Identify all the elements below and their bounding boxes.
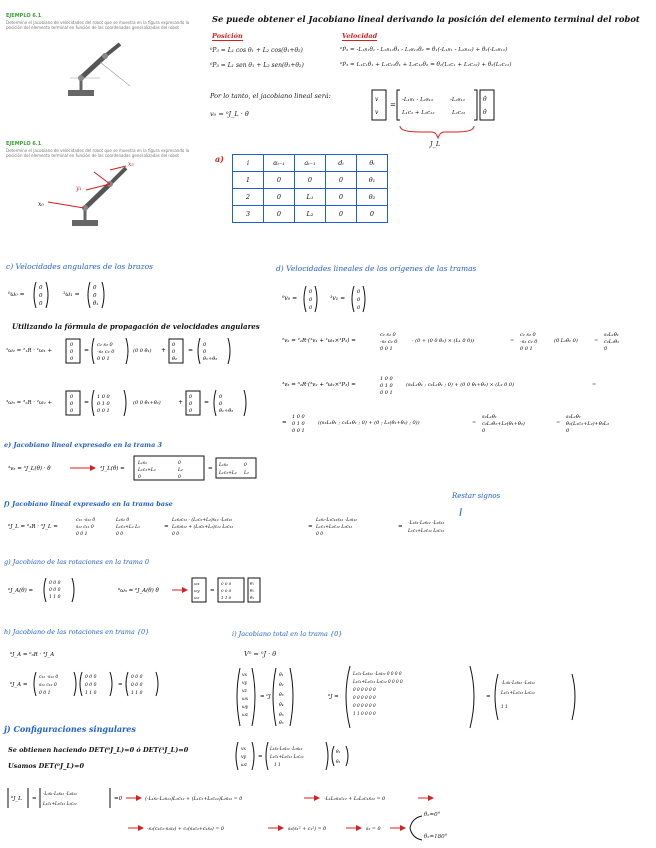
svg-text:0: 0: [219, 401, 223, 407]
svg-text:=: =: [188, 347, 194, 354]
dh-cell: 3: [233, 206, 264, 223]
dh-cell: 0: [264, 172, 295, 189]
svg-text:=: =: [118, 682, 123, 688]
total-jacobian-equation: [232, 664, 652, 734]
svg-text:θ̇₂: θ̇₂: [172, 356, 178, 362]
svg-text:L₁c₂+L₂ L₂: L₁c₂+L₂ L₂: [116, 525, 140, 530]
section-i-formula: V⁰ = ⁰J · θ̇: [244, 650, 277, 658]
svg-text:³v₃ = ³J_L(θ) · θ̇: ³v₃ = ³J_L(θ) · θ̇: [8, 466, 51, 472]
svg-text:0: 0: [357, 305, 361, 311]
svg-text:vz: vz: [242, 689, 247, 694]
position-label: Posición: [212, 32, 243, 40]
svg-text:L₂: L₂: [178, 468, 183, 473]
svg-text:-s₂ c₂ 0: -s₂ c₂ 0: [520, 339, 538, 345]
example-desc-2: Determine el jacobiano de velocidades del robot que se muestra en la figura expresando la posición del elemento terminal en función de las coordenadas generalizadas del robot: [6, 148, 190, 158]
svg-text:0 0 0: 0 0 0: [221, 581, 232, 586]
svg-text:=: =: [210, 588, 215, 594]
svg-text:vx: vx: [242, 673, 248, 678]
svg-text:0: 0: [172, 349, 176, 355]
dh-cell: 0: [264, 206, 295, 223]
svg-text:1 1 0: 1 1 0: [221, 595, 232, 600]
linear-velocities-equations: [282, 282, 652, 452]
svg-text:1 1: 1 1: [274, 762, 281, 767]
svg-text:θ̇₁: θ̇₁: [93, 301, 99, 307]
svg-text:0: 0: [219, 394, 223, 400]
section-j-line2: Usamos DET(⁰J_L)=0: [8, 762, 84, 770]
svg-text:-s₂ c₂ 0: -s₂ c₂ 0: [380, 339, 398, 345]
svg-text:c₂L₁θ̇₁+L₂(θ̇₁+θ̇₂): c₂L₁θ̇₁+L₂(θ̇₁+θ̇₂): [482, 421, 525, 427]
svg-text:θ̇₂: θ̇₂: [250, 588, 255, 593]
svg-text:0: 0: [203, 342, 207, 348]
rotation-jacobian-frame0: [10, 640, 220, 710]
svg-text:L₁s₂: L₁s₂: [138, 461, 147, 466]
example-title-1: EJEMPLO 6.1: [6, 13, 42, 19]
svg-text:(0 L₁θ̇₁ 0): (0 L₁θ̇₁ 0): [554, 338, 578, 344]
svg-text:L₁s₁-L₂s₁₂ -L₂s₁₂: L₁s₁-L₂s₁₂ -L₂s₁₂: [270, 746, 303, 751]
dh-cell: 0: [326, 172, 357, 189]
example-desc-1: Determine el jacobiano de velocidades del robot que se muestra en la figura expresando la posición del elemento terminal en función de las coordenadas generalizadas del robot: [6, 20, 190, 30]
svg-text:0 0 0: 0 0 0: [85, 683, 97, 688]
svg-text:ωz: ωz: [241, 763, 248, 768]
svg-text:L₁c₁ + L₂c₁₂: L₁c₁ + L₂c₁₂: [402, 110, 435, 116]
angular-velocities-base: [8, 278, 118, 314]
intro-heading: Se puede obtener el Jacobiano lineal derivando la posición del elemento terminal del robot: [212, 14, 640, 24]
svg-text:s₂(s₁² + c₁²) = 0: s₂(s₁² + c₁²) = 0: [288, 827, 327, 832]
jacobian-base-equation: [8, 508, 528, 548]
svg-text:0: 0: [309, 305, 313, 311]
svg-text:θ̇₂: θ̇₂: [336, 759, 341, 764]
svg-text:=0: =0: [114, 796, 123, 802]
dh-cell: 0: [264, 189, 295, 206]
svg-text:=: =: [398, 524, 403, 530]
dh-cell: L₁: [295, 189, 326, 206]
dh-cell: 0: [357, 206, 388, 223]
svg-text:L₁s₁-L₁c₁₂s₁₂ -L₂s₁₂: L₁s₁-L₁c₁₂s₁₂ -L₂s₁₂: [316, 518, 357, 523]
svg-text:¹ω₁ =: ¹ω₁ =: [63, 291, 80, 298]
svg-text:=: =: [390, 101, 396, 109]
svg-text:=: =: [592, 382, 597, 388]
dh-cell: 0: [326, 189, 357, 206]
svg-text:0 0 0 0 0 0: 0 0 0 0 0 0: [353, 703, 376, 708]
svg-text:0: 0: [357, 297, 361, 303]
svg-text:θ̇₄: θ̇₄: [279, 703, 284, 708]
svg-text:0: 0: [244, 463, 247, 468]
svg-text:⁰J_A = ⁰₃R · ³J_A: ⁰J_A = ⁰₃R · ³J_A: [10, 652, 55, 658]
svg-text:θ̇₅: θ̇₅: [279, 713, 284, 718]
svg-text:L₁c₁+L₂c₁₂ L₂c₁₂: L₁c₁+L₂c₁₂ L₂c₁₂: [501, 690, 535, 695]
dh-cell: θ₁: [357, 172, 388, 189]
section-c-subtitle: Utilizando la fórmula de propagación de velocidades angulares: [12, 322, 260, 331]
svg-text:0 0: 0 0: [316, 532, 324, 537]
svg-text:1 0 0: 1 0 0: [380, 376, 393, 382]
svg-text:0 0 0 0 0 0: 0 0 0 0 0 0: [353, 695, 376, 700]
singular-result-2: θ₂=180°: [424, 834, 448, 840]
svg-text:0: 0: [178, 461, 181, 466]
svg-text:-L₁s₁-L₂s₁₂ -L₂s₁₂: -L₁s₁-L₂s₁₂ -L₂s₁₂: [408, 521, 445, 526]
svg-text:=: =: [594, 338, 599, 344]
svg-text:0: 0: [70, 349, 74, 355]
svg-text:0: 0: [566, 428, 570, 434]
svg-text:L₁c₁+L₂c₁₂ L₂c₁₂: L₁c₁+L₂c₁₂ L₂c₁₂: [408, 529, 445, 534]
svg-text:v: v: [375, 109, 379, 116]
svg-text:(s₂L₁θ̇₁ ; c₂L₁θ̇₁ ; 0) + (0 0: (s₂L₁θ̇₁ ; c₂L₁θ̇₁ ; 0) + (0 0 θ̇₁+θ̇₂) × (L₂ 0 0): [406, 382, 515, 388]
svg-text:0: 0: [39, 293, 43, 299]
svg-text:0: 0: [93, 285, 97, 291]
example-title-2: EJEMPLO 6.1: [6, 141, 42, 147]
svg-text:1 0 0: 1 0 0: [292, 414, 305, 420]
svg-text:=: =: [84, 399, 90, 406]
svg-text:θ̇₆: θ̇₆: [279, 721, 284, 726]
section-h-title: h) Jacobiano de las rotaciones en trama {0}: [4, 628, 150, 636]
svg-text:0 1 0: 0 1 0: [97, 401, 110, 407]
section-j-line1: Se obtienen haciendo DET(⁰J_L)=0 ó DET(³J_L)=0: [8, 746, 189, 754]
svg-text:1 1 0 0 0 0: 1 1 0 0 0 0: [353, 711, 376, 716]
angular-propagation-equations: [6, 334, 261, 424]
svg-text:c₂ s₂ 0: c₂ s₂ 0: [380, 332, 396, 338]
svg-text:=: =: [164, 524, 169, 530]
svg-text:0: 0: [189, 394, 193, 400]
svg-text:⁰ω₃ = ⁰J_A(θ) θ̇: ⁰ω₃ = ⁰J_A(θ) θ̇: [118, 588, 159, 594]
svg-text:s₂L₁θ̇₁: s₂L₁θ̇₁: [604, 332, 619, 338]
svg-text:0 1 0: 0 1 0: [292, 421, 305, 427]
svg-text:vy: vy: [241, 755, 247, 760]
svg-text:⁰J_L: ⁰J_L: [11, 796, 22, 802]
svg-text:θ̇: θ̇: [483, 109, 487, 116]
svg-text:=: =: [486, 694, 491, 700]
svg-text:θ̇₁(L₁c₂+L₂)+θ̇₂L₂: θ̇₁(L₁c₂+L₂)+θ̇₂L₂: [566, 421, 610, 427]
svg-text:=: =: [84, 347, 90, 354]
svg-text:1 1 0: 1 1 0: [131, 691, 143, 696]
svg-text:-L₂s₁₂: -L₂s₁₂: [450, 97, 465, 103]
svg-text:c₁₂ -s₁₂ 0: c₁₂ -s₁₂ 0: [76, 518, 96, 523]
svg-text:³J_L(θ) =: ³J_L(θ) =: [100, 466, 125, 472]
svg-text:0: 0: [189, 401, 193, 407]
reduced-velocity-equation: [232, 738, 352, 776]
svg-text:¹v₁ =: ¹v₁ =: [330, 295, 346, 302]
svg-text:L₁c₁+L₂c₁₂ L₂c₁₂ 0 0 0 0: L₁c₁+L₂c₁₂ L₂c₁₂ 0 0 0 0: [353, 679, 403, 684]
svg-text:x₀: x₀: [38, 201, 44, 208]
svg-text:θ̇₂: θ̇₂: [279, 683, 284, 688]
jl-formula: v₀ = ⁰J_L · θ̇: [210, 110, 249, 118]
svg-text:-L₁L₂s₁c₁₂ + L₁L₂c₁s₁₂ = 0: -L₁L₂s₁c₁₂ + L₁L₂c₁s₁₂ = 0: [324, 797, 386, 802]
svg-text:0: 0: [70, 408, 74, 414]
svg-text:L₁c₂+L₂: L₁c₂+L₂: [138, 468, 156, 473]
svg-text:s₁₂ c₁₂ 0: s₁₂ c₁₂ 0: [76, 525, 94, 530]
svg-text:y₁: y₁: [76, 185, 82, 192]
svg-text:vx: vx: [241, 747, 247, 752]
position-y: ⁰P₃ = L₁ sen θ₁ + L₂ sen(θ₁+θ₂): [210, 62, 304, 69]
dh-cell: 0: [295, 172, 326, 189]
svg-text:· (0 + (0 0 θ̇₁) × (L₁ 0 0)): · (0 + (0 0 θ̇₁) × (L₁ 0 0)): [412, 338, 475, 344]
svg-text:³v₃ = ³₂R·(²v₂ + ²ω₂×²P₃) =: ³v₃ = ³₂R·(²v₂ + ²ω₂×²P₃) =: [282, 382, 356, 388]
svg-text:0: 0: [93, 293, 97, 299]
svg-text:0 0 0: 0 0 0: [221, 588, 232, 593]
svg-text:ωx: ωx: [242, 697, 249, 702]
svg-text:ωy: ωy: [242, 705, 249, 710]
svg-text:=: =: [32, 796, 37, 802]
svg-text:=: =: [258, 754, 263, 760]
svg-text:L₁c₁+L₂c₁₂ L₂c₁₂: L₁c₁+L₂c₁₂ L₂c₁₂: [43, 801, 77, 806]
svg-text:0: 0: [309, 297, 313, 303]
svg-text:+: +: [178, 399, 184, 406]
svg-text:=: =: [556, 420, 561, 426]
svg-text:s₁₂ c₁₂ 0: s₁₂ c₁₂ 0: [39, 683, 57, 688]
position-x: ⁰P₃ = L₁ cos θ₁ + L₂ cos(θ₁+θ₂): [210, 47, 303, 54]
svg-text:x₃: x₃: [128, 161, 134, 168]
intro-conclusion: Por lo tanto, el jacobiano lineal será:: [210, 92, 331, 100]
svg-text:(0 0 θ̇₁+θ̇₂): (0 0 θ̇₁+θ̇₂): [133, 400, 161, 406]
svg-text:s₂L₁θ̇₁: s₂L₁θ̇₁: [566, 414, 581, 420]
svg-text:((s₂L₁θ̇₁ ; c₂L₁θ̇₁ ; 0) + (0: ((s₂L₁θ̇₁ ; c₂L₁θ̇₁ ; 0) + (0 ; L₂(θ̇₁+θ̇₂) ; 0)): [318, 420, 420, 426]
svg-text:L₁s₂ 0: L₁s₂ 0: [116, 518, 130, 523]
svg-text:θ̇₁: θ̇₁: [279, 673, 284, 678]
svg-text:0 0 0: 0 0 0: [131, 683, 143, 688]
svg-text:L₁s₂c₁₂ - (L₁c₂+L₂)s₁₂ -L₂s₁: L₁s₂c₁₂ - (L₁c₂+L₂)s₁₂ -L₂s₁₂: [172, 518, 233, 523]
svg-text:0 1 0: 0 1 0: [380, 383, 393, 389]
determinant-derivation: [6, 786, 652, 842]
svg-text:-s₂ c₂ 0: -s₂ c₂ 0: [97, 349, 115, 355]
svg-text:θ̇₁+θ̇₂: θ̇₁+θ̇₂: [203, 356, 218, 362]
section-c-title: c) Velocidades angulares de los brazos: [6, 262, 153, 271]
svg-text:0 0 0: 0 0 0: [131, 675, 143, 680]
svg-text:³ω₃ = ³₂R · ²ω₂ +: ³ω₃ = ³₂R · ²ω₂ +: [6, 400, 53, 406]
svg-text:=: =: [472, 420, 477, 426]
section-f-title: f) Jacobiano lineal expresado en la trama base: [4, 500, 173, 508]
svg-text:L₂: L₂: [244, 471, 249, 476]
svg-text:1 1: 1 1: [501, 704, 508, 709]
svg-text:0: 0: [138, 475, 141, 480]
svg-text:²v₂ = ²₁R·(¹v₁ + ¹ω₁×¹P₂) =: ²v₂ = ²₁R·(¹v₁ + ¹ω₁×¹P₂) =: [282, 338, 356, 344]
svg-text:θ̇₁+θ̇₂: θ̇₁+θ̇₂: [219, 408, 234, 414]
svg-text:ωx: ωx: [194, 581, 200, 586]
velocity-label: Velocidad: [342, 32, 378, 40]
dh-header: dᵢ: [326, 155, 357, 172]
svg-text:L₂c₁₂: L₂c₁₂: [452, 110, 466, 116]
svg-text:0: 0: [70, 356, 74, 362]
section-e-title: e) Jacobiano lineal expresado en la trama 3: [4, 441, 163, 449]
svg-text:L₁c₂+L₂: L₁c₂+L₂: [219, 471, 237, 476]
svg-text:-s₁(c₁c₂-s₁s₂) + c₁(s₁c₂+c₁s₂): -s₁(c₁c₂-s₁s₂) + c₁(s₁c₂+c₁s₂) = 0: [147, 827, 224, 832]
svg-text:c₂L₁θ̇₁: c₂L₁θ̇₁: [604, 339, 620, 345]
dh-header: i: [233, 155, 264, 172]
dh-cell: L₂: [295, 206, 326, 223]
svg-text:0: 0: [604, 346, 608, 352]
section-i-title: i) Jacobiano total en la trama {0}: [232, 630, 343, 638]
robot-figure-1: [60, 38, 150, 100]
velocity-x: ⁰Ṗ₃ = -L₁s₁θ̇₁ - L₂s₁₂θ̇₁ - L₂s₁₂θ̇₂ = θ̇₁(-L₁s₁ - L₂s₁₂) + θ̇₂(-L₂s₁₂): [340, 47, 508, 53]
svg-text:1 1 0: 1 1 0: [49, 595, 61, 600]
svg-text:=: =: [308, 524, 313, 530]
svg-text:c₂ s₂ 0: c₂ s₂ 0: [520, 332, 536, 338]
svg-text:L₁s₂s₁₂ + (L₁c₂+L₂)c₁₂ L₂c₁₂: L₁s₂s₁₂ + (L₁c₂+L₂)c₁₂ L₂c₁₂: [172, 525, 234, 530]
dh-cell: 1: [233, 172, 264, 189]
svg-text:²ω₂ = ²₁R · ¹ω₁ +: ²ω₂ = ²₁R · ¹ω₁ +: [6, 348, 53, 354]
svg-text:0 0 1: 0 0 1: [97, 408, 110, 414]
jacobian-matrix-figure: [370, 88, 520, 150]
svg-text:L₁c₁+L₂c₁₂ L₂c₁₂: L₁c₁+L₂c₁₂ L₂c₁₂: [270, 754, 304, 759]
jl-brace-label: J_L: [430, 140, 441, 148]
svg-text:0 0 1: 0 0 1: [97, 356, 110, 362]
svg-text:⁰J_A =: ⁰J_A =: [10, 682, 28, 688]
svg-text:θ̇: θ̇: [483, 96, 487, 103]
svg-text:s₂L₁θ̇₁: s₂L₁θ̇₁: [482, 414, 497, 420]
svg-text:=: =: [204, 399, 210, 406]
svg-text:c₂ s₂ 0: c₂ s₂ 0: [97, 342, 113, 348]
svg-text:0: 0: [39, 285, 43, 291]
svg-text:0 0 1: 0 0 1: [380, 390, 393, 396]
svg-text:0: 0: [309, 289, 313, 295]
dh-label: a): [215, 154, 224, 164]
svg-text:0: 0: [357, 289, 361, 295]
svg-text:0: 0: [70, 394, 74, 400]
section-j-title: j) Configuraciones singulares: [4, 724, 136, 734]
svg-text:0 0 0: 0 0 0: [49, 588, 61, 593]
dh-header: aᵢ₋₁: [295, 155, 326, 172]
svg-text:0 0: 0 0: [116, 532, 124, 537]
robot-figure-2: [28, 150, 168, 230]
svg-text:L₁c₁-L₂s₁₂ -L₂s₁₂ 0 0 0 0: L₁c₁-L₂s₁₂ -L₂s₁₂ 0 0 0 0: [353, 671, 402, 676]
svg-text:⁰J_L = ⁰₃R · ³J_L =: ⁰J_L = ⁰₃R · ³J_L =: [8, 524, 58, 530]
svg-text:0: 0: [39, 301, 43, 307]
singular-result-1: θ₂=0°: [424, 812, 441, 818]
svg-text:ωy: ωy: [194, 588, 200, 593]
svg-text:1 0 0: 1 0 0: [97, 394, 110, 400]
svg-text:0 0 0 0 0 0: 0 0 0 0 0 0: [353, 687, 376, 692]
svg-text:L₁s₂: L₁s₂: [219, 463, 228, 468]
svg-text:vy: vy: [242, 681, 248, 686]
svg-text:-L₁s₁-L₂s₁₂ -L₂s₁₂: -L₁s₁-L₂s₁₂ -L₂s₁₂: [501, 680, 535, 685]
rotation-jacobian-equation: [8, 572, 268, 606]
svg-text:0 0 1: 0 0 1: [380, 346, 393, 352]
svg-text:-L₁s₁ - L₂s₁₂: -L₁s₁ - L₂s₁₂: [402, 97, 434, 103]
section-f-note: Restar signos: [452, 492, 501, 500]
svg-text:+: +: [161, 347, 167, 354]
svg-text:s₂ = 0: s₂ = 0: [366, 827, 381, 832]
svg-text:v: v: [375, 96, 379, 103]
svg-text:⁰J =: ⁰J =: [328, 694, 339, 700]
svg-text:-L₁s₁-L₂s₁₂ -L₂s₁₂: -L₁s₁-L₂s₁₂ -L₂s₁₂: [43, 791, 77, 796]
svg-text:= ⁰J: = ⁰J: [260, 694, 271, 700]
svg-text:ωz: ωz: [242, 713, 249, 718]
svg-text:0 0 0: 0 0 0: [85, 675, 97, 680]
svg-text:0: 0: [482, 428, 486, 434]
svg-text:0 0: 0 0: [172, 532, 180, 537]
svg-text:(-L₁s₁-L₂s₁₂)L₂c₁₂ + (L₁c₁+L₂c: (-L₁s₁-L₂s₁₂)L₂c₁₂ + (L₁c₁+L₂c₁₂)L₂s₁₂ = 0: [145, 797, 243, 802]
section-g-title: g) Jacobiano de las rotaciones en la trama 0: [4, 558, 150, 566]
svg-text:1 1 0: 1 1 0: [85, 691, 97, 696]
svg-text:0: 0: [189, 408, 193, 414]
svg-text:θ̇₁: θ̇₁: [336, 749, 341, 754]
svg-text:(0 0 θ̇₁): (0 0 θ̇₁): [133, 348, 152, 354]
svg-text:0: 0: [203, 349, 207, 355]
svg-text:0 0 1: 0 0 1: [520, 346, 533, 352]
svg-text:⁰ω₀ =: ⁰ω₀ =: [8, 291, 25, 298]
svg-text:θ̇₃: θ̇₃: [279, 693, 284, 698]
svg-text:0 0 1: 0 0 1: [76, 532, 88, 537]
svg-text:c₁₂ -s₁₂ 0: c₁₂ -s₁₂ 0: [39, 675, 59, 680]
dh-cell: 0: [326, 206, 357, 223]
svg-text:θ̇₁: θ̇₁: [250, 581, 255, 586]
svg-text:ωz: ωz: [194, 595, 200, 600]
svg-text:0 0 1: 0 0 1: [292, 428, 305, 434]
section-d-title: d) Velocidades lineales de los orígenes de las tramas: [276, 264, 477, 273]
dh-cell: θ₂: [357, 189, 388, 206]
svg-text:θ̇₃: θ̇₃: [250, 595, 255, 600]
dh-table: [232, 154, 388, 223]
svg-text:⁰J_A(θ) =: ⁰J_A(θ) =: [8, 588, 34, 594]
svg-text:0: 0: [172, 342, 176, 348]
svg-text:=: =: [282, 420, 287, 426]
svg-text:0 0 1: 0 0 1: [39, 691, 51, 696]
svg-text:0 0 0: 0 0 0: [49, 581, 61, 586]
svg-text:=: =: [510, 338, 515, 344]
dh-header: θᵢ: [357, 155, 388, 172]
svg-text:0: 0: [70, 401, 74, 407]
svg-text:=: =: [208, 466, 213, 472]
svg-text:L₁c₁+L₂c₁₂ L₂c₁₂: L₁c₁+L₂c₁₂ L₂c₁₂: [316, 525, 353, 530]
svg-text:0: 0: [178, 475, 181, 480]
jacobian-frame3-equation: [8, 452, 258, 486]
dh-header: αᵢ₋₁: [264, 155, 295, 172]
dh-cell: 2: [233, 189, 264, 206]
velocity-y: ⁰Ṗ₃ = L₁c₁θ̇₁ + L₂c₁₂θ̇₁ + L₂c₁₂θ̇₂ = θ̇₁(L₁c₁ + L₂c₁₂) + θ̇₂(L₂c₁₂): [340, 62, 512, 68]
svg-text:0: 0: [70, 342, 74, 348]
svg-text:⁰v₀ =: ⁰v₀ =: [282, 295, 298, 302]
